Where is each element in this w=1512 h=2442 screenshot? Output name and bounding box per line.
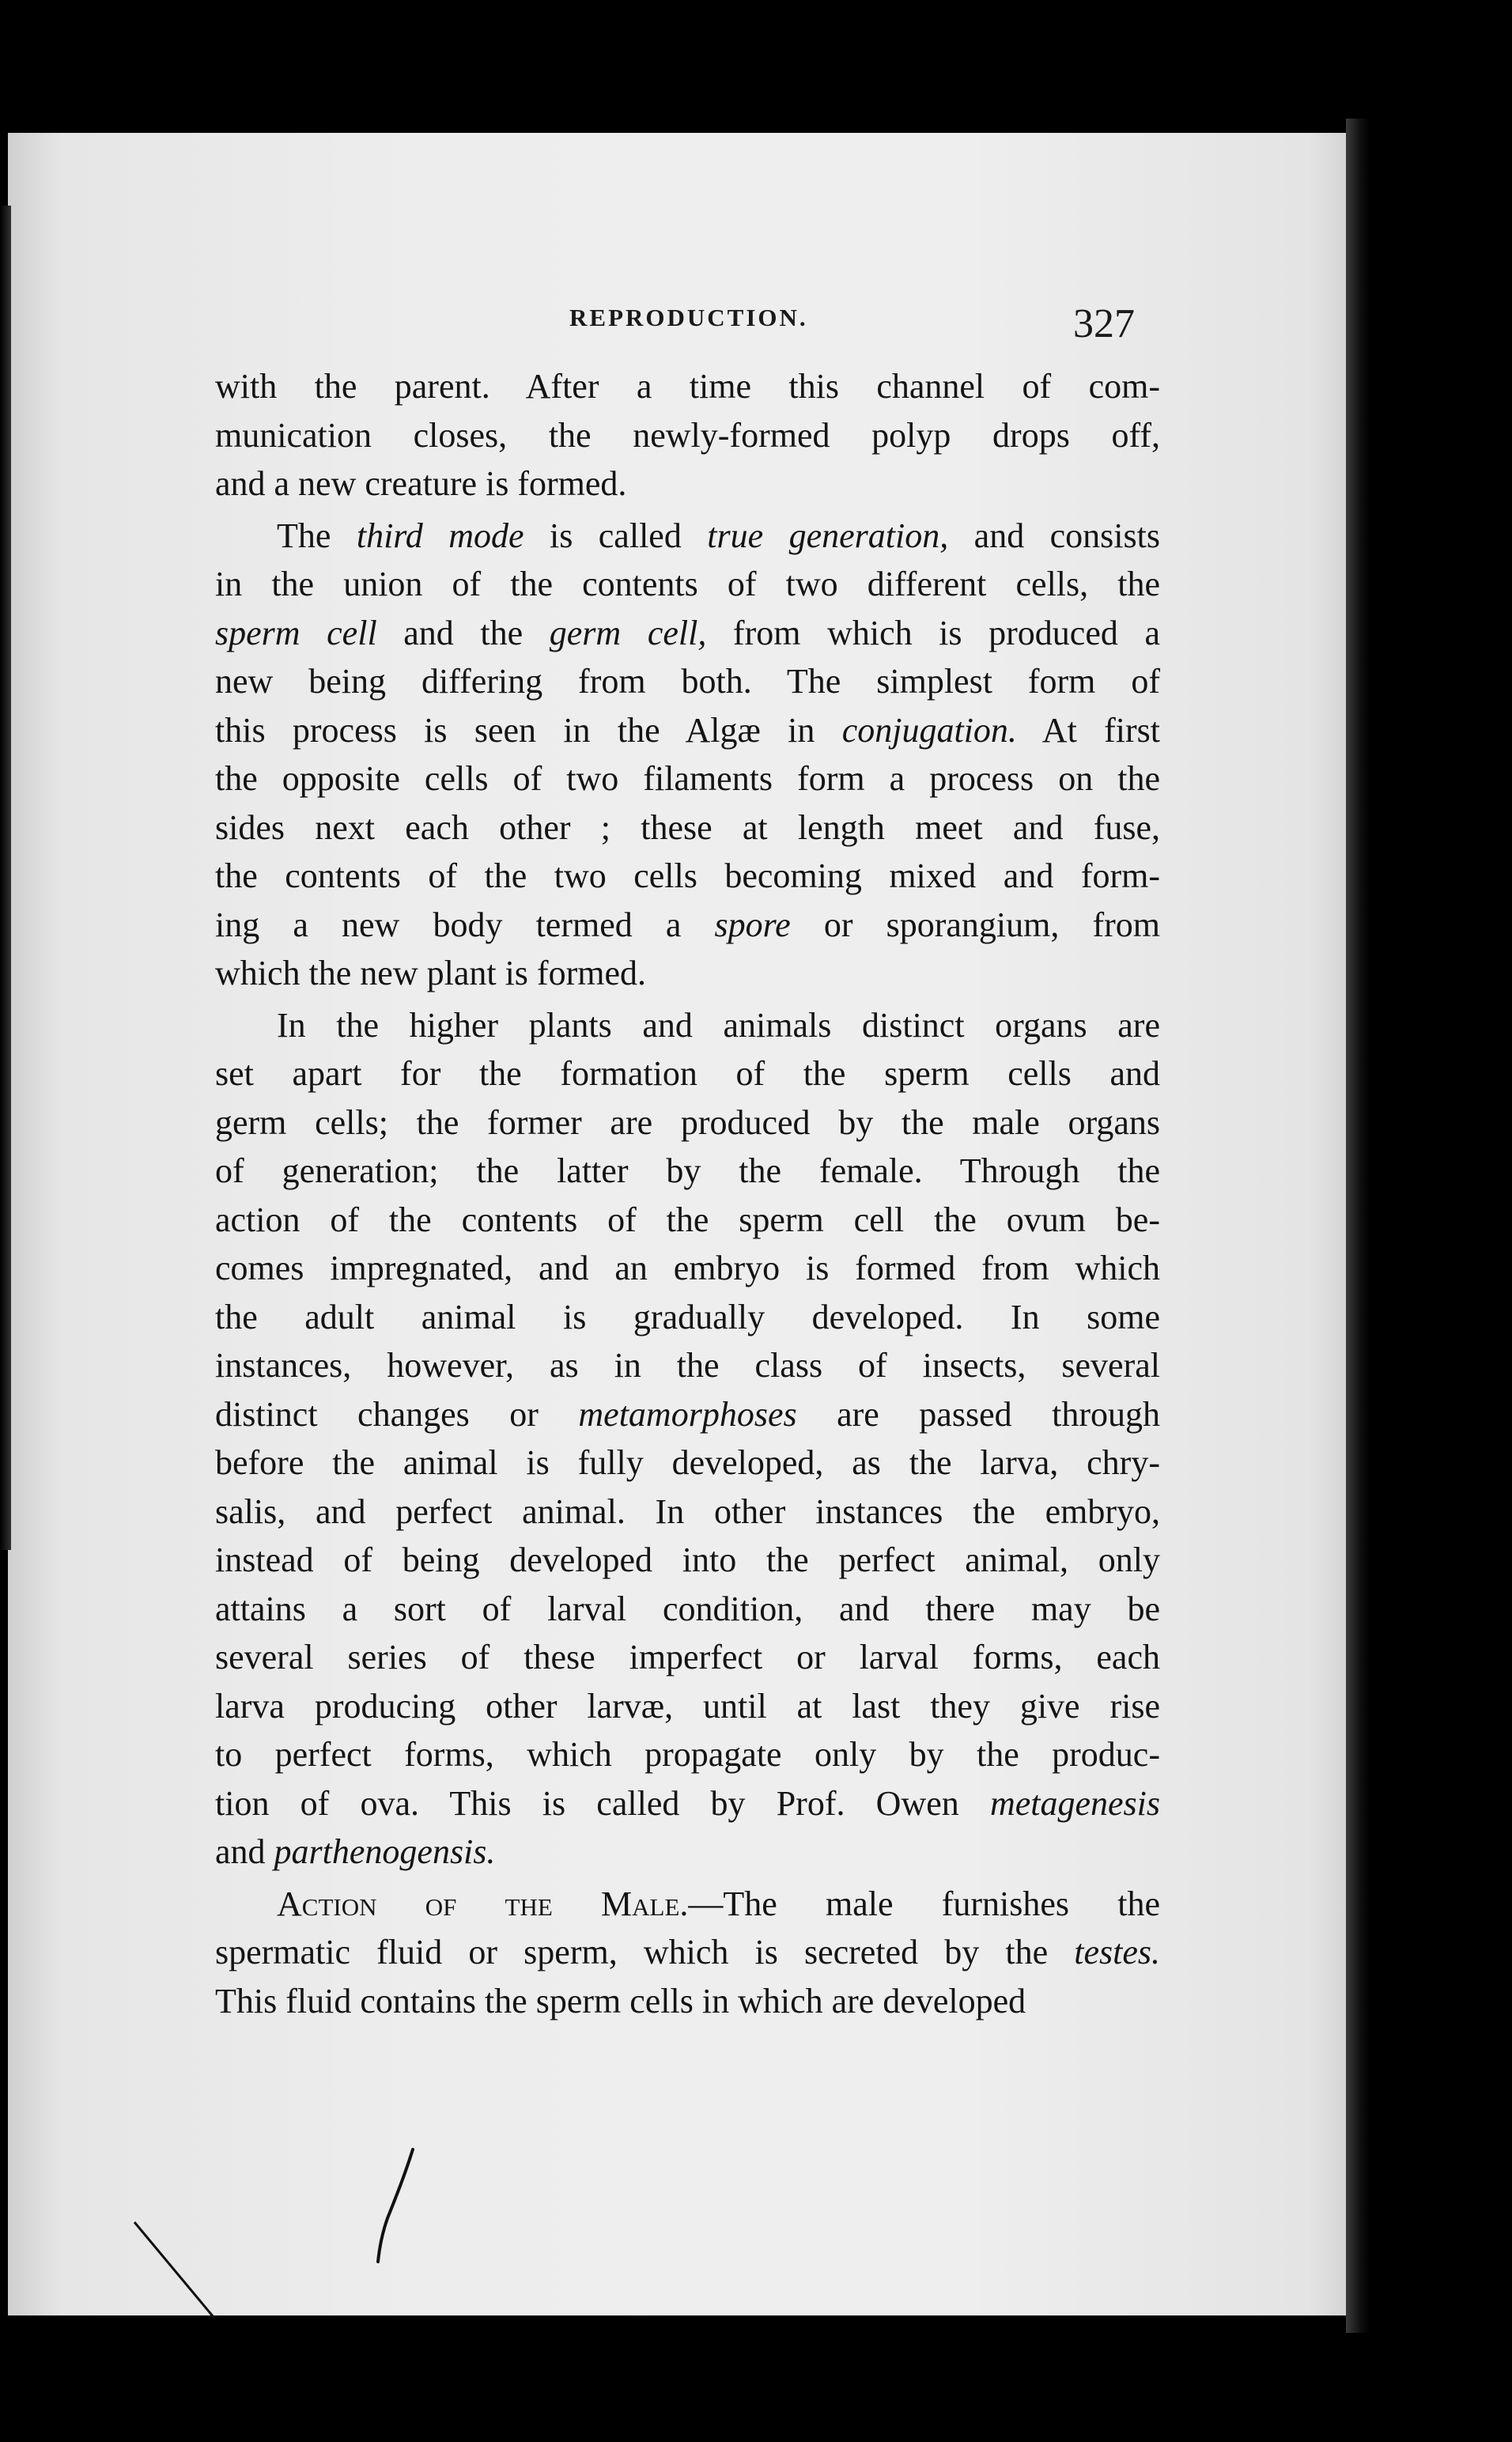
text-line: with the parent. After a time this channel of com- [215, 367, 1160, 406]
page-number: 327 [1073, 301, 1135, 346]
text-line: several series of these imperfect or larval forms, each [215, 1638, 1160, 1677]
text-line: spermatic fluid or sperm, which is secreted by the testes. [215, 1933, 1160, 1971]
italic-term: conjugation. [841, 710, 1017, 750]
scan-artifact-line [127, 2214, 221, 2325]
italic-term: third mode [356, 516, 524, 555]
binding-edge [0, 206, 11, 1550]
text-line: salis, and perfect animal. In other instances the embryo, [215, 1491, 1160, 1531]
text-line: the contents of the two cells becoming mixed and form- [215, 856, 1160, 895]
text-line: and a new creature is formed. [215, 464, 627, 503]
text-line: instead of being developed into the perfect animal, only [215, 1540, 1160, 1579]
text-line: action of the contents of the sperm cell the ovum be- [215, 1200, 1160, 1239]
text-line: and parthenogensis. [215, 1832, 496, 1871]
text-line: tion of ova. This is called by Prof. Owen metagenesis [215, 1783, 1160, 1823]
text-line: sperm cell and the germ cell, from which is produced a [215, 613, 1160, 652]
text-line: set apart for the formation of the sperm cells and [215, 1054, 1160, 1093]
text-line: munication closes, the newly-formed polyp drops off, [215, 415, 1160, 455]
text-line: In the higher plants and animals distinct organs are [277, 1005, 1160, 1045]
text-line: instances, however, as in the class of insects, several [215, 1346, 1160, 1385]
text-line: attains a sort of larval condition, and there may be [215, 1589, 1160, 1628]
text-line: This fluid contains the sperm cells in which are developed [215, 1981, 1026, 2021]
text-line: germ cells; the former are produced by the male organs [215, 1102, 1160, 1142]
text-line: comes impregnated, and an embryo is formed from which [215, 1249, 1160, 1287]
text-line: distinct changes or metamorphoses are passed through [215, 1394, 1160, 1434]
running-head: REPRODUCTION. [569, 304, 808, 331]
text-line: the adult animal is gradually developed. In some [215, 1297, 1160, 1336]
text-line: larva producing other larvæ, until at last they give rise [215, 1686, 1160, 1726]
italic-term: germ cell, [549, 613, 707, 652]
text-line: Action of the Male.—The male furnishes the [277, 1884, 1160, 1923]
text-line: this process is seen in the Algæ in conjugation. At first [215, 710, 1161, 750]
italic-term: parthenogensis. [274, 1832, 496, 1871]
text-line: ing a new body termed a spore or sporangium, from [215, 905, 1161, 944]
text-line: to perfect forms, which propagate only by the produc- [215, 1735, 1160, 1774]
text-line: sides next each other ; these at length meet and fuse, [215, 807, 1160, 847]
text-line: before the animal is fully developed, as the larva, chry- [215, 1443, 1160, 1482]
text-line: which the new plant is formed. [215, 954, 646, 992]
text-line: of generation; the latter by the female. Through the [215, 1151, 1160, 1190]
italic-term: spore [714, 905, 791, 944]
text-line: new being differing from both. The simplest form of [215, 662, 1160, 701]
italic-term: testes. [1074, 1933, 1160, 1971]
pen-stroke-mark [364, 2143, 427, 2270]
italic-term: metagenesis [989, 1783, 1160, 1823]
italic-term: metamorphoses [578, 1394, 797, 1434]
text-line: The third mode is called true generation, and consists [277, 516, 1160, 555]
section-heading: Action of the Male. [277, 1884, 689, 1923]
italic-term: true generation, [707, 516, 949, 555]
italic-term: sperm cell [215, 613, 377, 652]
text-line: in the union of the contents of two different cells, the [215, 565, 1160, 603]
body-text [215, 362, 1160, 2025]
text-line: the opposite cells of two filaments form a process on the [215, 759, 1160, 798]
page-edge-shadow [1346, 119, 1370, 2333]
